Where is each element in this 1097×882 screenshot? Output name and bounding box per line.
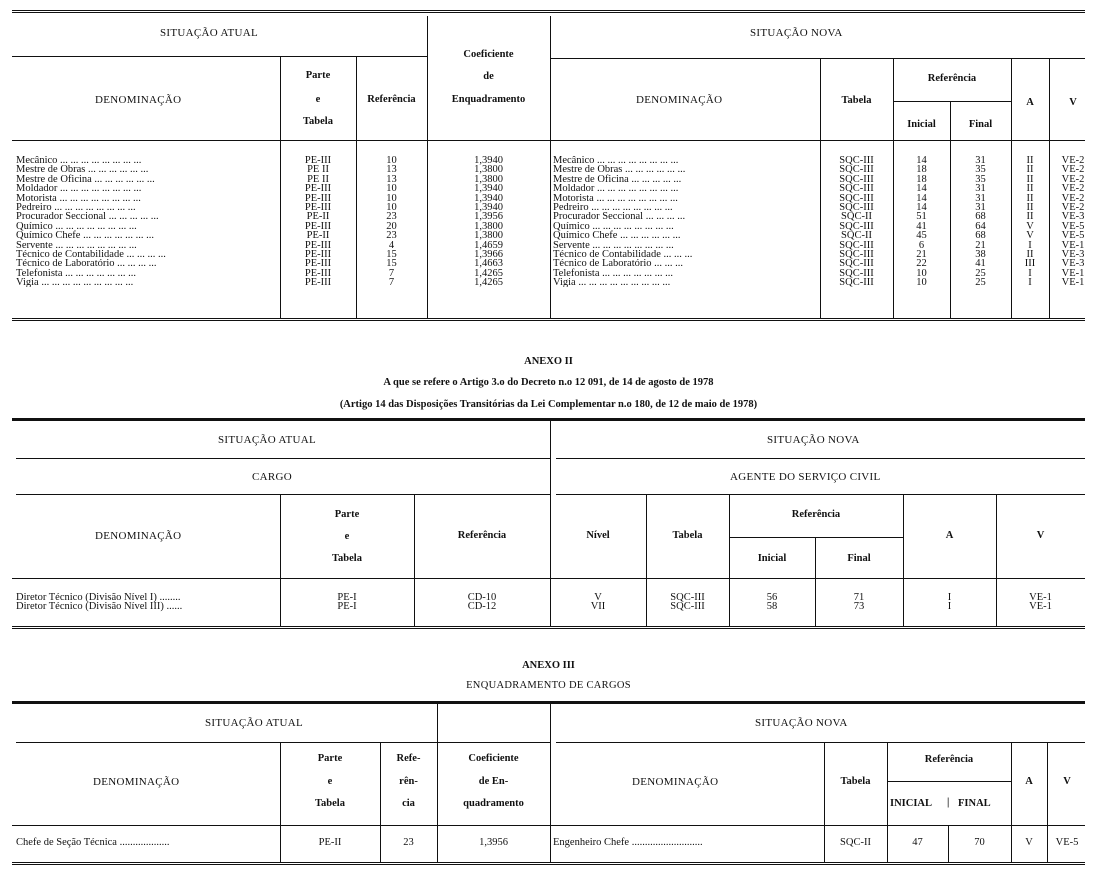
tabela-header: Tabela [315,798,345,809]
table-cell: VE-3 [1061,211,1085,223]
annex3-row-referencia: 23 [403,837,414,848]
table-cell: VII [590,601,606,613]
table-cell: Motorista ... ... ... ... ... ... ... ... [553,192,678,204]
table-cell: 68 [975,211,986,223]
situacao-atual-heading: SITUAÇÃO ATUAL [205,717,304,729]
table-cell: II [1026,173,1034,185]
final-header: Final [968,119,993,130]
a-header: A [1026,97,1034,108]
annex2-col-nivel [550,593,646,612]
inicial-header: INICIAL [890,798,933,809]
table-cell: 15 [386,258,397,270]
table-cell: 13 [386,164,397,176]
table-cell: 41 [916,220,927,232]
annex1-header-rule [12,140,1085,141]
table-cell: PE-III [304,155,332,166]
table-cell: SQC-III [839,192,874,204]
referencia-header: Refe- [396,753,421,764]
table-cell: I [1028,267,1032,279]
tabela-nova-header: Tabela [840,776,871,787]
table-cell: 10 [386,192,397,204]
table-cell: II [1026,201,1034,213]
situacao-nova-heading: SITUAÇÃO NOVA [750,27,843,39]
table-cell: Diretor Técnico (Divisão Nível I) ........ [16,593,181,603]
table-cell: PE II [307,164,329,176]
table-cell: PE-III [304,183,332,195]
annex1-bottom-rule [12,318,1085,321]
table-cell: VE-2 [1061,201,1085,213]
parte-header: Parte [334,509,360,520]
table-cell: SQC-III [839,239,874,251]
table-cell: 1,3800 [474,173,503,185]
table-cell: 6 [918,239,925,251]
divider [550,58,1085,59]
table-cell: PE-III [304,192,332,204]
parte-header: Parte [317,753,343,764]
coeficiente-header: Coeficiente [463,49,514,60]
table-cell: PE II [307,173,329,185]
table-cell: VE-3 [1061,258,1085,270]
table-cell: VE-1 [1029,592,1052,603]
annex3-row-final: 70 [974,837,985,848]
annex2-col-final [815,593,903,612]
table-cell: 20 [386,220,397,232]
annex1-col-denominacao-nova [553,156,818,287]
annex2-reference-line: A que se refere o Artigo 3.o do Decreto n.o 12 091, de 14 de agosto de 1978 [383,377,714,388]
table-cell: 1,4265 [474,277,503,289]
referencia-header: Referência [367,94,416,105]
table-cell: SQC-III [839,155,874,166]
table-cell: Moldador ... ... ... ... ... ... ... ... [16,183,142,195]
table-cell: 51 [916,211,927,223]
v-header: V [1063,776,1071,787]
divider [893,101,1011,102]
annex3-row-parte: PE-II [318,837,342,848]
cargo-heading: CARGO [252,471,293,483]
table-cell: Técnico de Laboratório ... ... ... ... [16,258,157,270]
table-cell: 1,3940 [474,183,503,195]
table-cell: II [1026,211,1034,223]
table-cell: 10 [386,155,397,166]
table-cell: 14 [916,201,927,213]
v-header: V [1036,530,1045,541]
table-cell: 1,3940 [474,201,503,213]
annex2-col-inicial [729,593,815,612]
table-cell: Procurador Seccional ... ... ... ... ... [16,211,159,223]
table-cell: 18 [916,164,927,176]
table-cell: 31 [975,192,986,204]
table-cell: Mestre de Obras ... ... ... ... ... ... [16,164,149,176]
table-cell: VE-5 [1061,230,1085,242]
annex1-col-parte [280,156,356,287]
e-header: e [327,776,333,787]
annex1-col-coeficiente [427,156,550,287]
table-cell: 21 [975,239,986,251]
table-cell: 1,3940 [474,155,503,166]
table-cell: I [947,601,952,613]
e-header: e [344,531,350,542]
situacao-nova-heading: SITUAÇÃO NOVA [767,434,860,446]
table-cell: CD-12 [467,601,497,613]
table-cell: 56 [766,592,778,603]
table-cell: I [947,592,952,603]
table-cell: 7 [388,267,395,279]
denominacao-nova-header: DENOMINAÇÃO [636,94,723,106]
e-header: e [315,94,321,105]
table-cell: SQC-III [839,248,874,260]
annex2-col-tabela [646,593,729,612]
coeficiente-header: Enquadramento [451,94,526,105]
situacao-atual-heading: SITUAÇÃO ATUAL [160,27,259,39]
table-cell: PE-II [306,211,330,223]
table-cell: Químico ... ... ... ... ... ... ... ... [553,220,674,232]
table-cell: 10 [386,183,397,195]
table-cell: Vigia ... ... ... ... ... ... ... ... ... [553,277,671,288]
table-cell: SQC-III [839,164,874,176]
table-cell: 7 [388,277,395,289]
annex3-title: ANEXO III [522,660,575,671]
table-cell: 31 [975,155,986,166]
annex2-bottom-rule [12,626,1085,629]
table-cell: 58 [766,601,778,613]
denominacao-header: DENOMINAÇÃO [95,530,182,542]
tabela-header: Tabela [303,116,333,127]
table-cell: Telefonista ... ... ... ... ... ... ... [16,267,136,279]
table-cell: VE-1 [1061,267,1085,279]
table-cell: 31 [975,201,986,213]
coeficiente-header: Coeficiente [468,753,519,764]
situacao-nova-heading: SITUAÇÃO NOVA [755,717,848,729]
table-cell: SQC-III [839,183,874,195]
table-cell: 1,3940 [474,192,503,204]
annex2-col-parte [280,593,414,612]
table-cell: VE-1 [1061,277,1085,289]
table-cell: 35 [975,173,986,185]
table-cell: Motorista ... ... ... ... ... ... ... ... [16,192,141,204]
table-cell: Servente ... ... ... ... ... ... ... ... [16,239,137,251]
tabela-nova-header: Tabela [672,530,703,541]
table-cell: VE-2 [1061,192,1085,204]
referencia-header: Referência [457,530,507,541]
table-cell: Mecânico ... ... ... ... ... ... ... ... [553,156,679,166]
table-cell: SQC-III [839,201,874,213]
referencia-header: rên- [399,776,418,787]
table-cell: VE-1 [1061,239,1085,251]
table-cell: Pedreiro ... ... ... ... ... ... ... ... [16,201,136,213]
divider [16,742,550,743]
table-cell: 31 [975,183,986,195]
table-cell: VE-3 [1061,248,1085,260]
annex1-top-rule [12,10,1085,13]
situacao-atual-heading: SITUAÇÃO ATUAL [218,434,317,446]
denominacao-nova-header: DENOMINAÇÃO [632,776,719,788]
table-cell: V [1026,230,1034,242]
annex1-col-v [1049,156,1097,287]
table-cell: 1,3956 [474,211,503,223]
divider [16,494,550,495]
table-cell: SQC-III [670,601,705,613]
annex2-reference-line: (Artigo 14 das Disposições Transitórias da Lei Complementar n.o 180, de 12 de maio de 1978) [339,399,758,410]
table-cell: VE-1 [1029,601,1052,613]
table-cell: V [1026,220,1034,232]
table-cell: VE-2 [1061,173,1085,185]
table-cell: 13 [386,173,397,185]
table-cell: VE-5 [1061,220,1085,232]
table-cell: Procurador Seccional ... ... ... ... [553,211,686,223]
annex2-col-referencia [414,593,550,612]
table-cell: 10 [916,277,927,289]
annex3-row-denominacao-nova: Engenheiro Chefe ........................... [553,837,703,848]
divider [556,458,1085,459]
table-cell: 1,3800 [474,230,503,242]
table-cell: PE-III [304,258,332,270]
table-cell: II [1026,183,1034,195]
separator-glyph: | [947,797,950,808]
table-cell: II [1026,164,1034,176]
table-cell: 45 [916,230,927,242]
tabela-nova-header: Tabela [841,95,872,106]
table-cell: 10 [386,201,397,213]
divider [16,458,550,459]
table-cell: Mecânico ... ... ... ... ... ... ... ... [16,156,142,166]
table-cell: PE-III [304,277,332,289]
annex1-col-final [950,156,1011,287]
annex3-row-v: VE-5 [1055,837,1079,848]
divider [550,704,551,862]
annex3-row-a: V [1025,837,1033,848]
table-cell: Pedreiro ... ... ... ... ... ... ... ... [553,201,673,213]
divider [815,537,816,626]
table-cell: Mestre de Oficina ... ... ... ... ... ... [16,173,155,185]
annex2-header-rule [12,578,1085,579]
table-cell: 18 [916,173,927,185]
table-cell: 41 [975,258,986,270]
table-cell: 25 [975,267,986,279]
table-cell: 1,3966 [474,248,503,260]
table-cell: Técnico de Contabilidade ... ... ... ... [16,248,166,260]
table-cell: 14 [916,155,927,166]
annex1-col-a [1011,156,1049,287]
table-cell: V [594,592,602,603]
table-cell: PE-II [306,230,330,242]
tabela-header: Tabela [332,553,362,564]
final-header: FINAL [958,798,991,809]
table-cell: 1,4265 [474,267,503,279]
table-cell: 38 [975,248,986,260]
annex3-bottom-rule [12,862,1085,865]
referencia-nova-header: Referência [924,754,974,765]
table-cell: Diretor Técnico (Divisão Nível III) ...... [16,601,183,612]
annex3-top-rule [12,701,1085,704]
annex2-title: ANEXO II [524,356,573,367]
denominacao-header: DENOMINAÇÃO [95,94,182,106]
table-cell: 1,3800 [474,164,503,176]
annex1-col-tabela [820,156,893,287]
a-header: A [1025,776,1033,787]
annex2-col-a [903,593,996,612]
table-cell: PE-III [304,267,332,279]
table-cell: 14 [916,192,927,204]
table-cell: 1,3800 [474,220,503,232]
table-cell: Químico Chefe ... ... ... ... ... ... [553,230,681,242]
table-cell: VE-2 [1061,155,1085,166]
divider [550,16,551,318]
final-header: Final [847,553,871,564]
table-cell: 25 [975,277,986,289]
table-cell: Mestre de Obras ... ... ... ... ... ... [553,164,686,176]
annex3-row-tabela: SQC-II [840,837,871,848]
table-cell: SQC-III [839,267,874,279]
table-cell: PE-I [337,592,357,603]
table-cell: PE-III [304,239,332,251]
annex1-col-referencia [356,156,427,287]
annex2-top-rule [12,418,1085,421]
parte-header: Parte [305,70,331,81]
divider [729,537,903,538]
table-cell: SQC-III [839,277,874,289]
table-cell: PE-I [337,601,357,613]
table-cell: PE-III [304,220,332,232]
denominacao-header: DENOMINAÇÃO [93,776,180,788]
table-cell: VE-2 [1061,164,1085,176]
table-cell: I [1028,239,1032,251]
annex3-row-denominacao: Chefe de Seção Técnica ................... [16,837,170,848]
table-cell: PE-III [304,201,332,213]
a-header: A [945,530,954,541]
table-cell: VE-2 [1061,183,1085,195]
table-cell: Técnico de Contabilidade ... ... ... [553,248,693,260]
table-cell: 23 [386,230,397,242]
table-cell: I [1028,277,1032,289]
divider [12,56,427,57]
table-cell: II [1026,192,1034,204]
table-cell: Químico ... ... ... ... ... ... ... ... [16,220,137,232]
table-cell: 15 [386,248,397,260]
table-cell: 21 [916,248,927,260]
table-cell: SQC-II [841,230,872,242]
table-cell: SQC-III [839,258,874,270]
table-cell: Vigia ... ... ... ... ... ... ... ... ... [16,277,134,288]
table-cell: III [1024,258,1036,270]
table-cell: 1,4659 [474,239,503,251]
inicial-header: Inicial [757,553,787,564]
annex2-col-v [996,593,1085,612]
annex3-header-rule [12,825,1085,826]
table-cell: Moldador ... ... ... ... ... ... ... ... [553,183,679,195]
table-cell: 14 [916,183,927,195]
table-cell: SQC-III [839,220,874,232]
table-cell: 10 [916,267,927,279]
table-cell: CD-10 [467,592,497,603]
annex1-col-denominacao [16,156,278,287]
inicial-header: Inicial [907,119,936,130]
referencia-header: cia [402,798,415,809]
table-cell: Químico Chefe ... ... ... ... ... ... ... [16,230,154,242]
coeficiente-header: de En- [478,776,509,787]
annex2-col-denominacao [16,593,278,612]
coeficiente-header: de [483,71,494,82]
table-cell: Telefonista ... ... ... ... ... ... ... [553,267,673,279]
table-cell: Servente ... ... ... ... ... ... ... ... [553,239,674,251]
table-cell: PE-III [304,248,332,260]
table-cell: II [1026,248,1034,260]
divider [556,742,1085,743]
divider [556,494,1085,495]
table-cell: Mestre de Oficina ... ... ... ... ... [553,173,682,185]
table-cell: 35 [975,164,986,176]
agente-heading: AGENTE DO SERVIÇO CIVIL [730,471,881,483]
annex1-col-inicial [893,156,950,287]
table-cell: SQC-III [839,173,874,185]
table-cell: 1,4663 [474,258,503,270]
table-cell: 23 [386,211,397,223]
table-cell: 4 [388,239,395,251]
coeficiente-header: quadramento [463,798,524,809]
referencia-nova-header: Referência [927,73,977,84]
table-cell: 22 [916,258,927,270]
referencia-nova-header: Referência [791,509,841,520]
table-cell: 71 [853,592,865,603]
table-cell: 64 [975,220,986,232]
table-cell: SQC-III [670,592,705,603]
v-header: V [1069,97,1077,108]
divider [887,781,1011,782]
annex3-subtitle: ENQUADRAMENTO DE CARGOS [466,680,631,691]
annex3-row-inicial: 47 [912,837,923,848]
annex3-row-coeficiente: 1,3956 [479,837,508,848]
table-cell: II [1026,155,1034,166]
nivel-header: Nível [586,530,610,541]
table-cell: SQC-II [841,211,872,223]
table-cell: Técnico de Laboratório ... ... ... [553,258,684,270]
table-cell: 73 [853,601,865,613]
table-cell: 68 [975,230,986,242]
